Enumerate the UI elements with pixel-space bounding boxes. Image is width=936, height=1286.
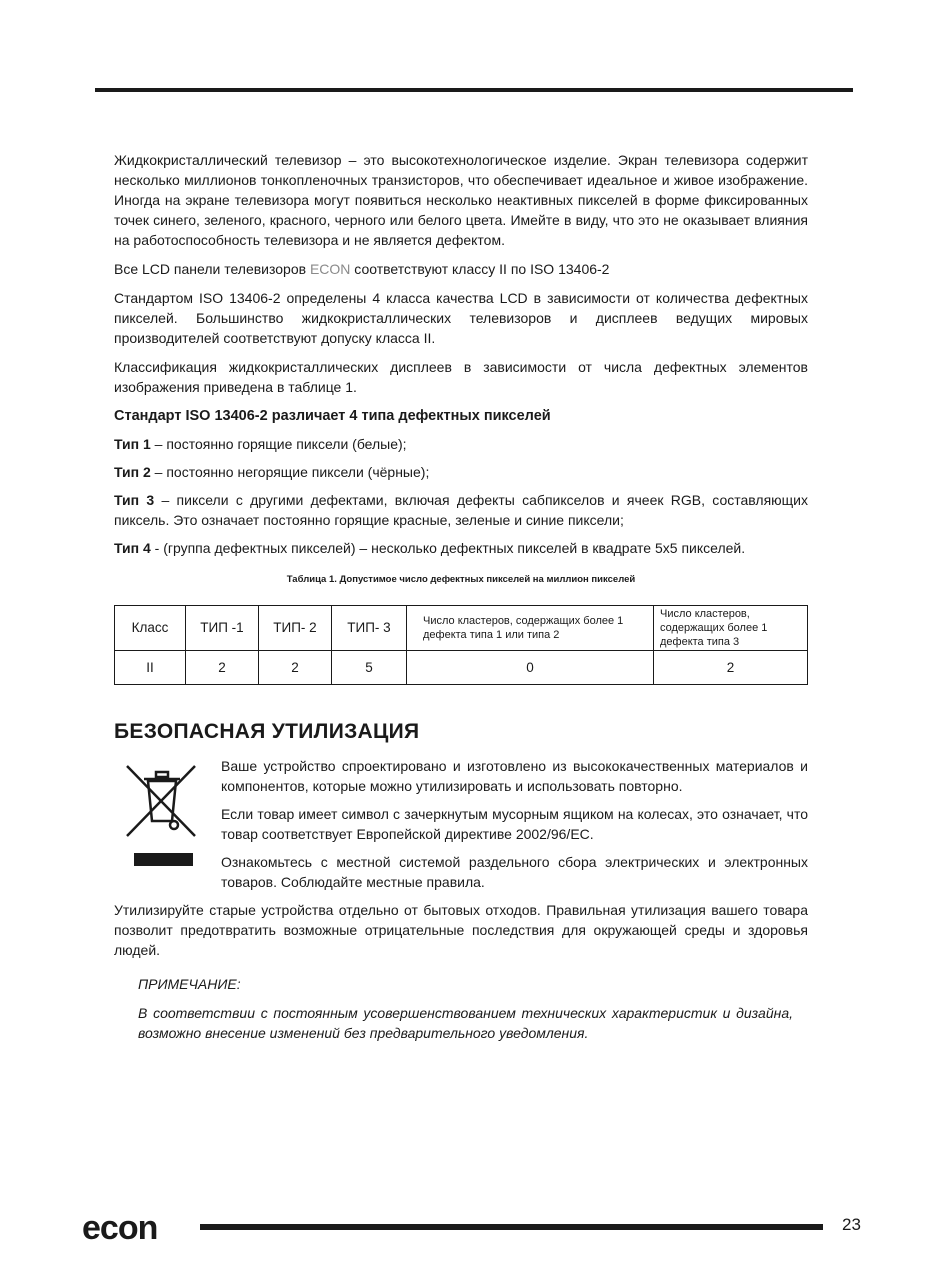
defect-table — [114, 605, 808, 685]
table-cell: 2 — [654, 651, 808, 685]
type-text: – пиксели с другими дефектами, включая дефекты сабпикселов и ячеек RGB, составляющих пиксель. Это означает постоянно горящие красные, зеленые и синие пиксели; — [114, 492, 808, 528]
type-label: Тип 2 — [114, 464, 151, 480]
header-cell-type2: ТИП- 2 — [259, 606, 332, 651]
note-text: В соответствии с постоянным усовершенствованием технических характеристик и дизайна, возможно внесение изменений без предварительного уведомления. — [138, 1005, 793, 1041]
main-content — [114, 150, 808, 685]
intro-p2-text: Все LCD панели телевизоров — [114, 261, 307, 277]
table-cell: 2 — [259, 651, 332, 685]
section-title-disposal: БЕЗОПАСНАЯ УТИЛИЗАЦИЯ — [114, 720, 420, 743]
header-cell-type1: ТИП -1 — [186, 606, 259, 651]
type-label: Тип 4 — [114, 540, 151, 556]
type-text: - (группа дефектных пикселей) – несколько дефектных пикселей в квадрате 5х5 пикселей. — [154, 540, 746, 556]
type-text: – постоянно негорящие пиксели (чёрные); — [154, 464, 430, 480]
top-rule — [95, 88, 853, 92]
type-label: Тип 3 — [114, 492, 155, 508]
type-label: Тип 1 — [114, 436, 151, 452]
header-cell-class: Класс — [115, 606, 186, 651]
intro-p2-tail: соответствуют классу II по ISO 13406-2 — [354, 261, 610, 277]
intro-paragraph-4: Классификация жидкокристаллических дисплеев в зависимости от числа дефектных элементов изображения приведена в таблице 1. — [114, 359, 808, 395]
type-item — [114, 462, 808, 482]
intro-paragraph-2 — [114, 259, 808, 279]
disposal-paragraph-2: Если товар имеет символ с зачеркнутым мусорным ящиком на колесах, это означает, что товар соответствует Европейской директиве 2002/96/EC. — [221, 806, 808, 842]
type-item — [114, 538, 808, 558]
intro-paragraph-3: Стандартом ISO 13406-2 определены 4 класса качества LCD в зависимости от количества дефектных пикселей. Большинство жидкокристаллических телевизоров и дисплеев ведущих мировых производителей соответствуют допуску класса II. — [114, 290, 808, 346]
bottom-rule — [200, 1224, 823, 1230]
type-item — [114, 490, 808, 530]
table-cell: 0 — [407, 651, 654, 685]
table-cell: II — [115, 651, 186, 685]
page-number: 23 — [842, 1215, 861, 1234]
brand-inline: ECON — [309, 261, 351, 277]
table-caption: Таблица 1. Допустимое число дефектных пикселей на миллион пикселей — [286, 574, 636, 585]
intro-paragraph-1: Жидкокристаллический телевизор – это высокотехнологическое изделие. Экран телевизора содержит несколько миллионов тонкопленочных транзисторов, что обеспечивает идеальное и живое изображение. Иногда на экране телевизора могут появиться несколько неактивных пикселей в форме фиксированных точек синего, зеленого, красного, черного или белого цвета. Имейте в виду, что это не оказывает влияния на работоспособность телевизора и не является дефектом. — [114, 152, 808, 248]
header-cell-clusters-3: Число кластеров, содержащих более 1 дефекта типа 3 — [654, 606, 808, 651]
table-cell: 2 — [186, 651, 259, 685]
table-row — [115, 651, 808, 685]
disposal-paragraph-4: Утилизируйте старые устройства отдельно от бытовых отходов. Правильная утилизация вашего товара позволит предотвратить возможные отрицательные последствия для окружающей среды и здоровья людей. — [114, 902, 808, 958]
table-cell: 5 — [332, 651, 407, 685]
table-header-row — [115, 606, 808, 651]
header-cell-type3: ТИП- 3 — [332, 606, 407, 651]
header-cell-clusters-1-2: Число кластеров, содержащих более 1 дефекта типа 1 или типа 2 — [407, 606, 654, 651]
bin-underbar — [134, 853, 193, 866]
disposal-paragraph-1: Ваше устройство спроектировано и изготовлено из высококачественных материалов и компонентов, которые можно утилизировать и использовать повторно. — [221, 758, 808, 794]
disposal-text — [221, 756, 808, 900]
note-title: ПРИМЕЧАНИЕ: — [138, 976, 241, 992]
type-text: – постоянно горящие пиксели (белые); — [154, 436, 407, 452]
crossed-bin-icon — [124, 763, 198, 839]
standard-heading: Стандарт ISO 13406-2 различает 4 типа дефектных пикселей — [114, 408, 551, 424]
disposal-paragraph-3: Ознакомьтесь с местной системой раздельного сбора электрических и электронных товаров. Соблюдайте местные правила. — [221, 854, 808, 890]
type-item — [114, 434, 808, 454]
econ-logo: econ — [82, 1209, 158, 1247]
